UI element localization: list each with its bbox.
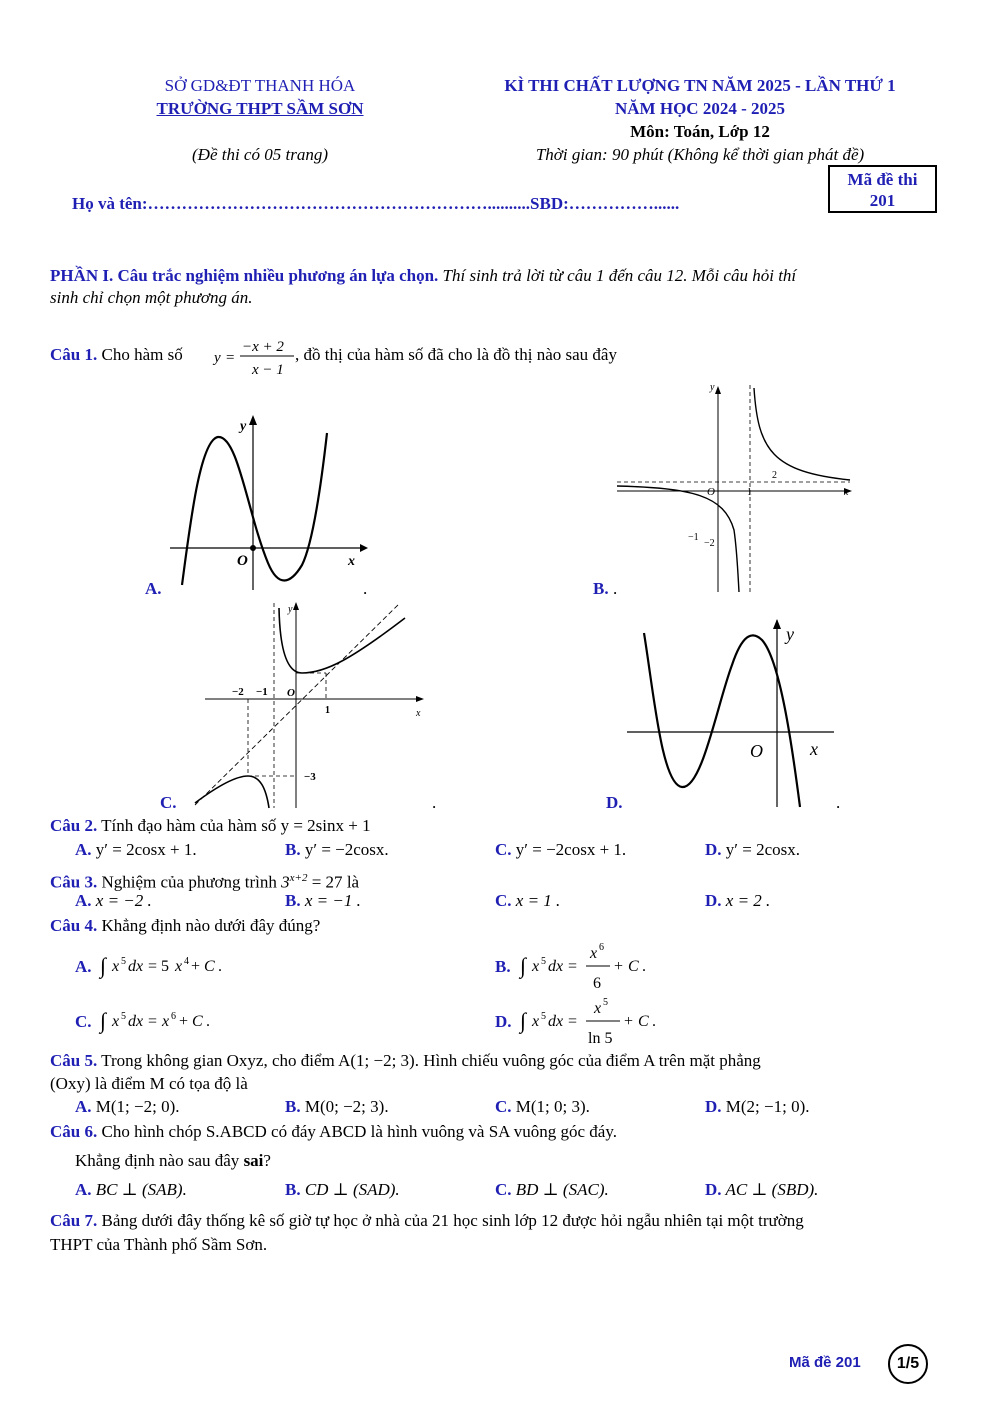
question-3-text: Nghiệm của phương trình: [97, 872, 282, 892]
page-count-note: (Đề thi có 05 trang): [192, 145, 328, 164]
svg-text:+: +: [191, 958, 201, 975]
question-3-label: Câu 3.: [50, 872, 98, 892]
svg-text:x: x: [112, 958, 120, 975]
q1-option-d: D.: [606, 793, 623, 812]
svg-text:C: C: [628, 958, 639, 975]
svg-text:x: x: [844, 487, 849, 498]
school-name: TRƯỜNG THPT SẦM SƠN: [156, 99, 364, 118]
svg-text:=: =: [148, 1013, 158, 1030]
svg-text:= 5: = 5: [148, 958, 170, 975]
question-6: [50, 1121, 617, 1143]
question-4-text: Khẳng định nào dưới đây đúng?: [97, 916, 321, 935]
svg-text:6: 6: [599, 942, 604, 953]
question-1-text: Cho hàm số: [97, 345, 183, 364]
svg-text:=: =: [226, 350, 235, 366]
svg-text:x: x: [175, 958, 183, 975]
question-2-text: Tính đạo hàm của hàm số y = 2sinx + 1: [97, 816, 371, 835]
svg-text:+: +: [179, 1013, 189, 1030]
question-2-label: Câu 2.: [50, 816, 98, 835]
svg-text:∫: ∫: [520, 953, 527, 978]
question-3-equation: 3: [281, 872, 290, 892]
svg-text:5: 5: [541, 1011, 546, 1022]
svg-text:.: .: [218, 958, 222, 975]
question-6-label: Câu 6.: [50, 1122, 98, 1141]
svg-text:1: 1: [325, 705, 330, 716]
q3-option-b: B. x = −1 .: [285, 891, 361, 910]
svg-text:y: y: [710, 382, 715, 393]
svg-text:1: 1: [747, 487, 752, 498]
exam-duration: Thời gian: 90 phút (Không kể thời gian phát đề): [535, 145, 865, 164]
q4-option-c-key: C.: [75, 1012, 92, 1031]
svg-text:dx: dx: [128, 958, 144, 975]
question-6-text-2: Khẳng định nào sau đây sai?: [75, 1151, 271, 1170]
svg-text:6: 6: [171, 1011, 176, 1022]
question-5: [50, 1050, 761, 1072]
q4-option-c-formula: [98, 1000, 258, 1040]
svg-text:−2: −2: [704, 538, 715, 549]
q4-option-a-key: A.: [75, 957, 92, 976]
svg-text:=: =: [568, 958, 578, 975]
svg-text:y: y: [786, 624, 794, 644]
svg-text:dx: dx: [128, 1013, 144, 1030]
svg-text:∫: ∫: [520, 1008, 527, 1033]
svg-text:.: .: [652, 1013, 656, 1030]
svg-text:x: x: [416, 708, 421, 719]
svg-text:O: O: [287, 687, 295, 699]
svg-text:y: y: [240, 419, 247, 434]
q2-option-d: D. y′ = 2cosx.: [705, 840, 800, 859]
footer-exam-code: Mã đề 201: [789, 1354, 861, 1371]
svg-text:C: C: [192, 1013, 203, 1030]
svg-text:−x + 2: −x + 2: [242, 339, 284, 355]
svg-text:−2: −2: [232, 686, 244, 698]
svg-text:x: x: [348, 554, 355, 569]
page-number: 1/5: [888, 1344, 928, 1384]
svg-text:O: O: [750, 741, 763, 761]
graph-d: [622, 615, 842, 810]
question-3-rhs: = 27: [307, 872, 343, 892]
q1-option-a-dot: .: [363, 579, 368, 598]
svg-text:.: .: [206, 1013, 210, 1030]
svg-text:dx: dx: [548, 958, 564, 975]
q5-option-b: B. M(0; −2; 3).: [285, 1097, 389, 1116]
section-instruction: Thí sinh trả lời từ câu 1 đến câu 12. Mỗi câu hỏi thí: [438, 266, 797, 285]
svg-text:x: x: [112, 1013, 120, 1030]
question-4-label: Câu 4.: [50, 916, 98, 935]
graph-a-curve: [182, 433, 327, 585]
svg-text:O: O: [707, 486, 715, 498]
svg-text:2: 2: [772, 470, 777, 481]
svg-text:5: 5: [541, 956, 546, 967]
svg-text:−1: −1: [256, 686, 268, 698]
svg-text:ln 5: ln 5: [588, 1030, 613, 1047]
school-year: NĂM HỌC 2024 - 2025: [615, 99, 785, 118]
section-title: PHẦN I. Câu trắc nghiệm nhiều phương án lựa chọn.: [50, 266, 439, 285]
question-6-text: Cho hình chóp S.ABCD có đáy ABCD là hình vuông và SA vuông góc đáy.: [97, 1122, 617, 1141]
q1-option-c-dot: .: [432, 793, 437, 812]
q6-option-b: B. CD ⊥ (SAD).: [285, 1180, 400, 1199]
section-instruction-2: sinh chỉ chọn một phương án.: [50, 288, 253, 307]
exam-title: KÌ THI CHẤT LƯỢNG TN NĂM 2025 - LẦN THỨ 1: [504, 76, 896, 95]
svg-text:y: y: [214, 350, 221, 366]
question-5-text: Trong không gian Oxyz, cho điểm A(1; −2; 3). Hình chiếu vuông góc của điểm A trên mặt phẳng: [97, 1051, 761, 1070]
svg-text:x: x: [532, 1013, 540, 1030]
question-1-function-formula: [212, 332, 307, 380]
q3-option-d: D. x = 2 .: [705, 891, 771, 910]
svg-text:x: x: [162, 1013, 170, 1030]
graph-a: [160, 405, 375, 595]
q4-option-d-key: D.: [495, 1012, 512, 1031]
question-1-label: Câu 1.: [50, 345, 98, 364]
svg-text:x: x: [810, 739, 818, 759]
svg-text:+: +: [614, 958, 624, 975]
svg-text:x: x: [590, 945, 598, 962]
svg-text:dx: dx: [548, 1013, 564, 1030]
q1-option-b-dot: .: [613, 579, 618, 598]
question-7-text-2: THPT của Thành phố Sầm Sơn.: [50, 1235, 268, 1254]
svg-text:x − 1: x − 1: [252, 362, 284, 378]
svg-text:x: x: [594, 1000, 602, 1017]
question-4: [50, 915, 320, 937]
svg-text:∫: ∫: [100, 1008, 107, 1033]
q1-option-d-dot: .: [836, 793, 841, 812]
question-7-text: Bảng dưới đây thống kê số giờ tự học ở nhà của 21 học sinh lớp 12 được hỏi ngẫu nhiên tại một trường: [97, 1211, 804, 1230]
q4-option-b-formula: [518, 938, 678, 994]
exam-code-label: Mã đề thi: [847, 170, 918, 189]
q5-option-c: C. M(1; 0; 3).: [495, 1097, 590, 1116]
question-7-label: Câu 7.: [50, 1211, 98, 1230]
question-3-exponent: x+2: [289, 872, 308, 884]
q6-option-c: C. BD ⊥ (SAC).: [495, 1180, 609, 1199]
question-2: [50, 815, 371, 837]
svg-text:x: x: [532, 958, 540, 975]
exam-code-value: 201: [869, 191, 896, 210]
exam-code-box: [828, 165, 937, 213]
svg-text:4: 4: [184, 956, 189, 967]
svg-text:∫: ∫: [100, 953, 107, 978]
svg-text:−1: −1: [688, 532, 699, 543]
graph-b: [612, 380, 862, 595]
section-heading: [50, 265, 796, 287]
question-5-text-2: (Oxy) là điểm M có tọa độ là: [50, 1074, 248, 1093]
q3-option-c: C. x = 1 .: [495, 891, 561, 910]
svg-text:5: 5: [603, 997, 608, 1008]
school-department: SỞ GD&ĐT THANH HÓA: [164, 76, 356, 95]
svg-text:=: =: [568, 1013, 578, 1030]
svg-text:6: 6: [593, 975, 601, 992]
svg-text:5: 5: [121, 956, 126, 967]
q5-option-d: D. M(2; −1; 0).: [705, 1097, 810, 1116]
question-3: [50, 867, 359, 894]
svg-text:5: 5: [121, 1011, 126, 1022]
q6-option-a: A. BC ⊥ (SAB).: [75, 1180, 187, 1199]
svg-text:C: C: [638, 1013, 649, 1030]
name-sbd-line: Họ và tên:……………………………………………………..........SBD:……………......: [72, 194, 680, 213]
q2-option-a: A. y′ = 2cosx + 1.: [75, 840, 197, 859]
svg-text:−3: −3: [304, 771, 316, 783]
svg-text:O: O: [237, 553, 248, 569]
question-7: [50, 1210, 804, 1232]
q2-option-b: B. y′ = −2cosx.: [285, 840, 389, 859]
q4-option-a-formula: [98, 945, 258, 985]
question-3-text-after: là: [342, 872, 360, 892]
svg-text:y: y: [288, 604, 293, 615]
q2-option-c: C. y′ = −2cosx + 1.: [495, 840, 627, 859]
question-1-text-after: , đồ thị của hàm số đã cho là đồ thị nào sau đây: [295, 345, 617, 364]
svg-text:.: .: [642, 958, 646, 975]
q4-option-b-key: B.: [495, 957, 511, 976]
question-1: [50, 344, 183, 366]
graph-c: [190, 598, 430, 810]
q4-option-d-formula: [518, 993, 688, 1049]
svg-text:C: C: [204, 958, 215, 975]
question-5-label: Câu 5.: [50, 1051, 98, 1070]
q1-option-c: C.: [160, 793, 177, 812]
q6-option-d: D. AC ⊥ (SBD).: [705, 1180, 819, 1199]
q3-option-a: A. x = −2 .: [75, 891, 152, 910]
q1-option-a: A.: [145, 579, 162, 598]
q5-option-a: A. M(1; −2; 0).: [75, 1097, 180, 1116]
subject: Môn: Toán, Lớp 12: [630, 122, 770, 141]
q1-option-b: B.: [593, 579, 609, 598]
svg-text:+: +: [624, 1013, 634, 1030]
